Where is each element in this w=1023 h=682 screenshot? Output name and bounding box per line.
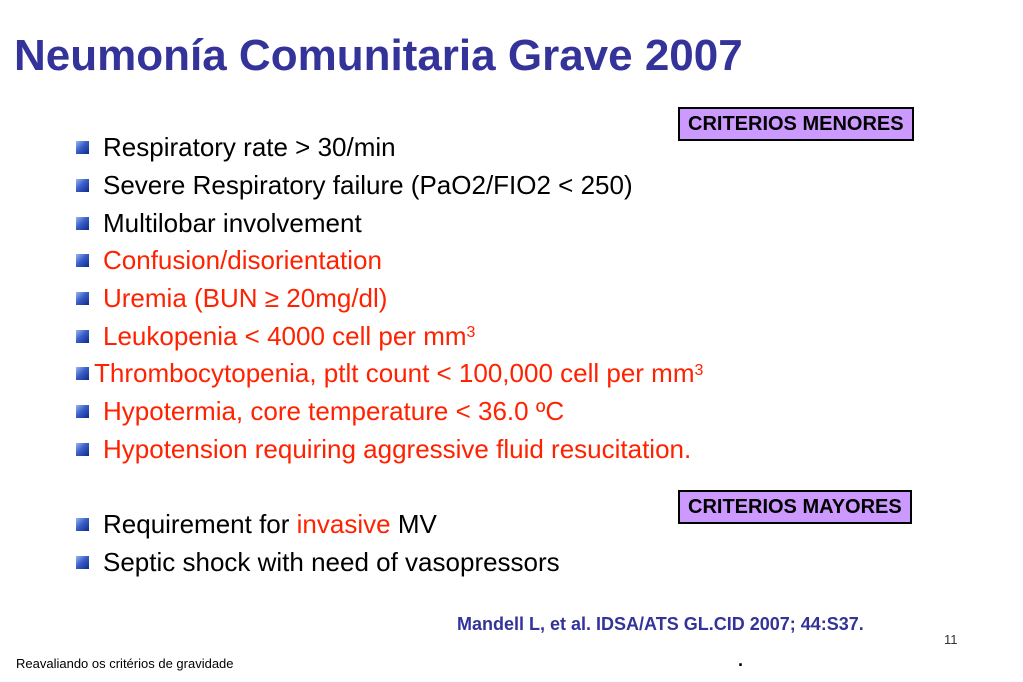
page-number: 11 xyxy=(944,632,958,647)
citation: Mandell L, et al. IDSA/ATS GL.CID 2007; 44:S37. xyxy=(457,614,864,634)
major-criteria-badge: CRITERIOS MAYORES xyxy=(678,490,912,524)
footer-dot: . xyxy=(738,650,744,670)
square-bullet-icon xyxy=(76,330,89,343)
list-item: Hypotermia, core temperature < 36.0 ºC xyxy=(76,393,703,431)
square-bullet-icon xyxy=(76,254,89,267)
square-bullet-icon xyxy=(76,405,89,418)
square-bullet-icon xyxy=(76,217,89,230)
square-bullet-icon xyxy=(76,292,89,305)
square-bullet-icon xyxy=(76,518,89,531)
square-bullet-icon xyxy=(76,367,89,380)
list-item: Leukopenia < 4000 cell per mm $^3$ xyxy=(76,317,703,355)
square-bullet-icon xyxy=(76,179,89,192)
list-item: Requirement for invasive MV xyxy=(76,506,703,544)
list-item: Uremia (BUN ≥ 20mg/dl) xyxy=(76,280,703,318)
list-item: Hypotension requiring aggressive fluid resucitation. xyxy=(76,431,703,469)
footer-text: Reavaliando os critérios de gravidade xyxy=(16,656,234,671)
slide-title: Neumonía Comunitaria Grave 2007 xyxy=(14,31,743,80)
square-bullet-icon xyxy=(76,141,89,154)
list-item: Multilobar involvement xyxy=(76,204,703,242)
criteria-list xyxy=(76,129,703,581)
list-spacer xyxy=(76,468,703,506)
list-item: Respiratory rate > 30/min xyxy=(76,129,703,167)
list-item: Septic shock with need of vasopressors xyxy=(76,544,703,582)
list-item: Severe Respiratory failure (PaO2/FIO2 < 250) xyxy=(76,167,703,205)
minor-criteria-badge: CRITERIOS MENORES xyxy=(678,107,914,141)
square-bullet-icon xyxy=(76,443,89,456)
list-item: Confusion/disorientation xyxy=(76,242,703,280)
list-item: Thrombocytopenia, ptlt count < 100,000 cell per mm $^3$ xyxy=(76,355,703,393)
square-bullet-icon xyxy=(76,556,89,569)
